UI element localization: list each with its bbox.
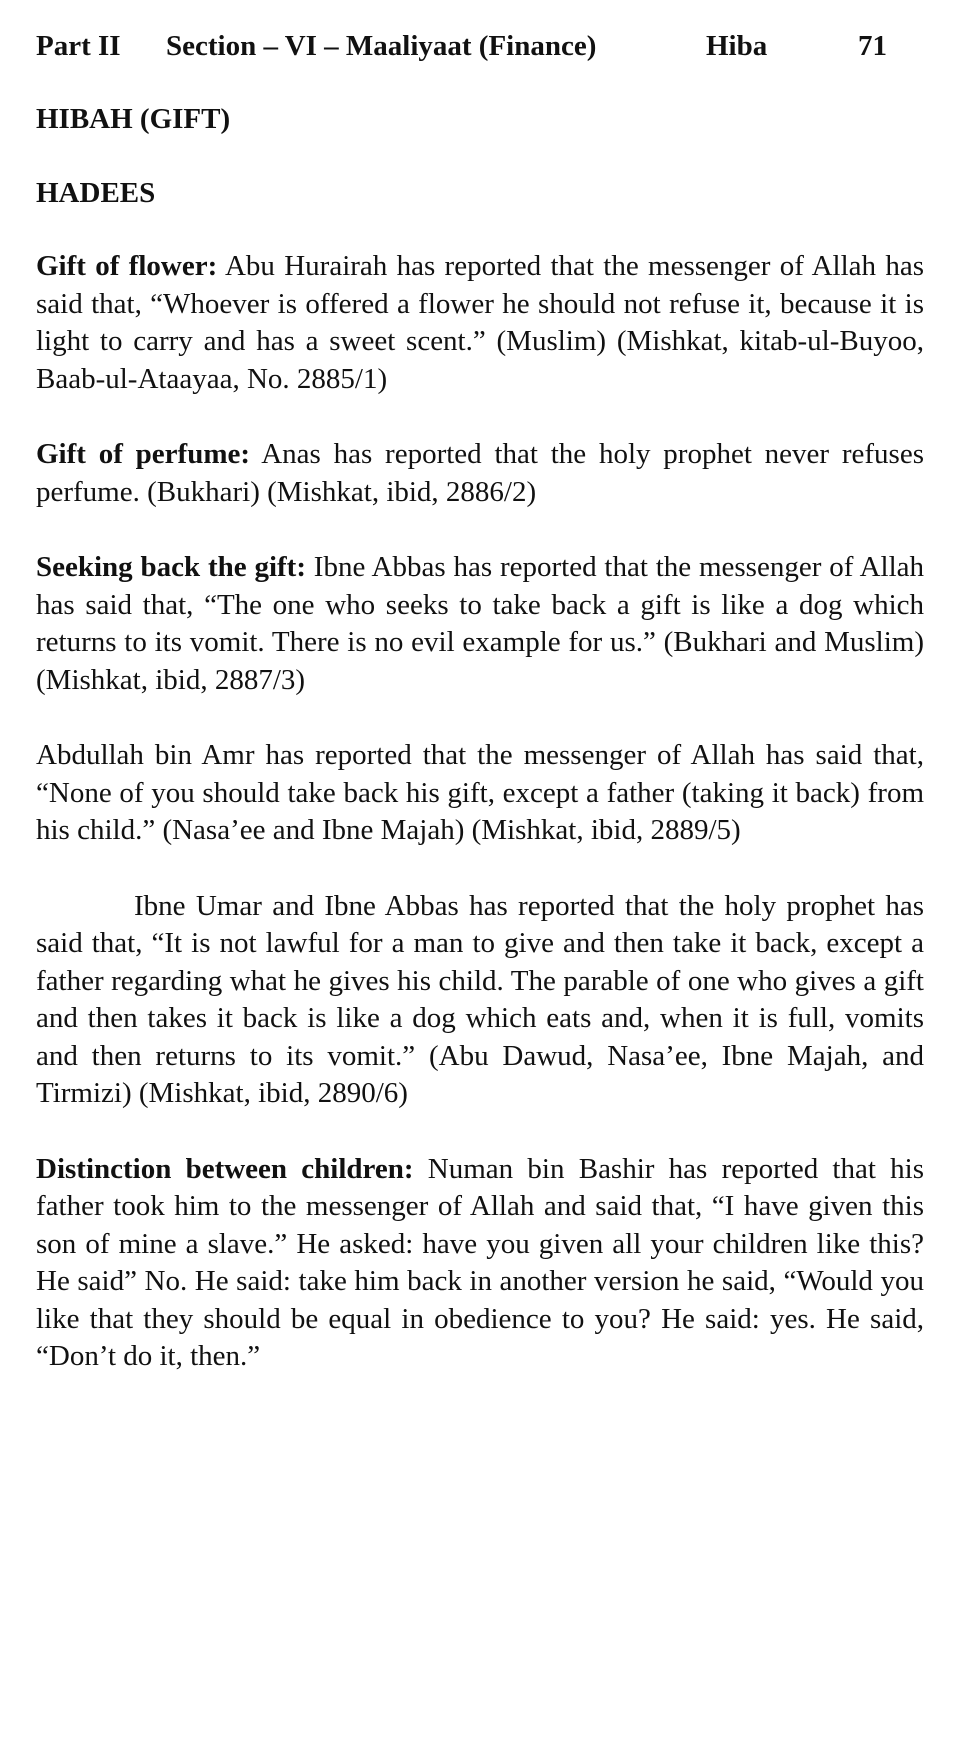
paragraph-label: Seeking back the gift: [36, 551, 306, 583]
page-number: 71 [858, 30, 887, 62]
section-heading: HADEES [36, 177, 156, 209]
paragraph-text: Anas has reported that the holy prophet never refuses perfume. (Bukhari) (Mishkat, ibid, 2886/2) [36, 438, 924, 508]
paragraph-label: Gift of flower: [36, 250, 218, 282]
running-header [36, 26, 924, 66]
paragraph-abdullah-bin-amr [36, 737, 924, 850]
paragraph-ibne-umar [36, 888, 924, 1113]
paragraph-text: Abdullah bin Amr has reported that the messenger of Allah has said that, “None of you should take back his gift, except a father (taking it back) from his child.” (Nasa’ee and Ibne Majah) (Mishkat, ibid, 2889/5) [36, 739, 924, 846]
paragraph-seeking-back-gift [36, 549, 924, 699]
header-section: Section – VI – Maaliyaat (Finance) [166, 30, 597, 62]
paragraph-text: Abu Hurairah has reported that the messenger of Allah has said that, “Whoever is offered a flower he should not refuse it, because it is light to carry and has a sweet scent.” (Muslim) (Mishkat, kitab-ul-Buyoo, Baab-ul-Ataayaa, No. 2885/1) [36, 250, 924, 395]
document-page [36, 26, 924, 1376]
header-part: Part II [36, 30, 121, 62]
paragraph-text: Ibne Abbas has reported that the messenger of Allah has said that, “The one who seeks to take back a gift is like a dog which returns to its vomit. There is no evil example for us.” (Bukhari and Muslim) (Mishkat, ibid, 2887/3) [36, 551, 925, 696]
paragraph-text: Numan bin Bashir has reported that his father took him to the messenger of Allah and said that, “I have given this son of mine a slave.” He asked: have you given all your children like this? He said” No. He said: take him back in another version he said, “Would you like that they should be equal in obedience to you? He said: yes. He said, “Don’t do it, then.” [36, 1152, 925, 1372]
paragraph-label: Distinction between children: [36, 1152, 414, 1185]
paragraph-label: Gift of perfume: [36, 438, 251, 470]
paragraph-gift-of-flower [36, 248, 924, 398]
paragraph-gift-of-perfume [36, 436, 924, 511]
header-topic: Hiba [706, 30, 768, 62]
page-title: HIBAH (GIFT) [36, 103, 231, 135]
paragraph-distinction-between-children [36, 1151, 924, 1376]
paragraph-text: Ibne Umar and Ibne Abbas has reported that the holy prophet has said that, “It is not lawful for a man to give and then take it back, except a father regarding what he gives his child. The parable of one who gives a gift and then takes it back is like a dog which eats and, when it is full, vomits and then returns to its vomit.” (Abu Dawud, Nasa’ee, Ibne Majah, and Tirmizi) (Mishkat, ibid, 2890/6) [36, 889, 924, 1109]
